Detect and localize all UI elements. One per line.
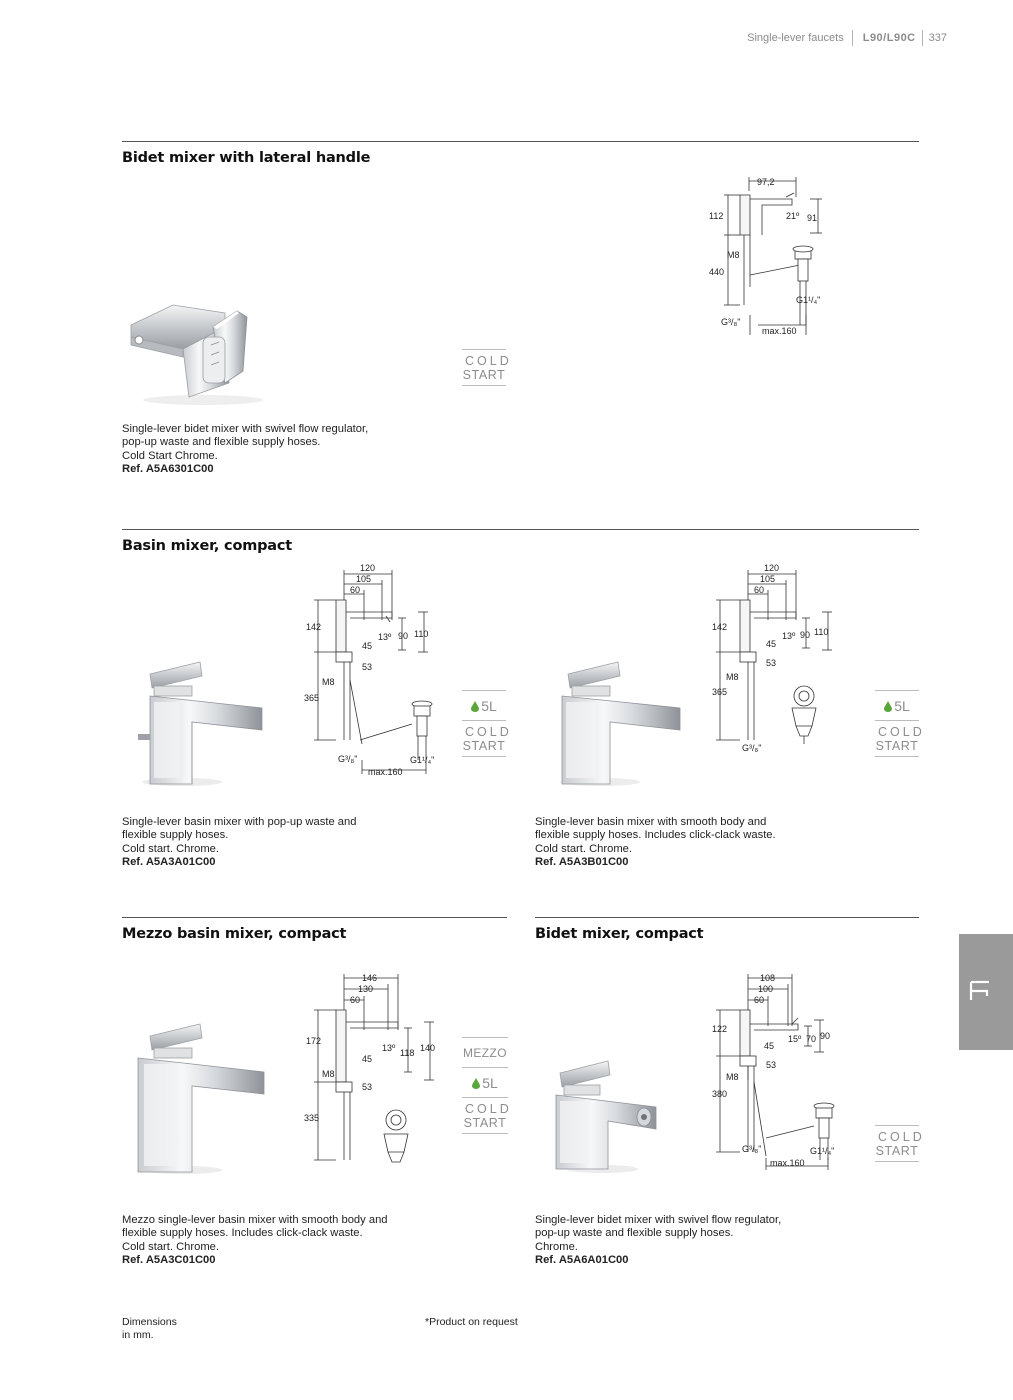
dim-label: 380	[712, 1089, 728, 1099]
dim-label: 97,2	[757, 177, 775, 187]
product-ref: Ref. A5A3A01C00	[122, 856, 216, 869]
badge-start: START	[875, 1144, 919, 1158]
dim-label: 90	[820, 1031, 831, 1041]
mezzo-flow-coldstart-badge	[462, 1037, 512, 1134]
dim-label: 13º	[782, 631, 796, 641]
dim-label: G³/₈"	[742, 743, 762, 753]
product-description	[122, 423, 422, 477]
dim-label: 365	[304, 693, 320, 703]
dim-label: max.160	[762, 326, 797, 336]
dim-label: 60	[754, 995, 765, 1005]
dim-label: 45	[362, 641, 373, 651]
cold-start-badge	[875, 1125, 925, 1162]
badge-cold: COLD	[465, 1102, 512, 1116]
dim-label: 15º	[788, 1034, 802, 1044]
desc-line: Cold start. Chrome.	[122, 1240, 219, 1253]
section-divider	[122, 529, 919, 530]
basin-smooth-drawing	[708, 560, 848, 760]
desc-line: Mezzo single-lever basin mixer with smooth body and	[122, 1214, 388, 1226]
faucet-icon	[959, 934, 1013, 1050]
dim-label: max.160	[368, 767, 403, 777]
badge-mezzo: MEZZO	[463, 1046, 507, 1060]
basin-compact-drawing	[300, 560, 450, 780]
desc-line: pop-up waste and flexible supply hoses.	[122, 436, 321, 449]
basin-smooth-photo	[548, 658, 683, 786]
section-title-basin-compact: Basin mixer, compact	[122, 538, 293, 554]
dim-label: 91	[807, 213, 818, 223]
dim-label: M8	[322, 677, 335, 687]
dim-label: 45	[764, 1041, 775, 1051]
badge-cold: COLD	[878, 1130, 925, 1144]
desc-line: Single-lever bidet mixer with swivel flow regulator,	[122, 423, 369, 435]
dim-label: M8	[727, 250, 740, 260]
badge-cold: COLD	[465, 725, 512, 739]
dim-label: max.160	[770, 1158, 805, 1168]
dim-label: M8	[322, 1069, 335, 1079]
product-ref: Ref. A5A3B01C00	[535, 856, 629, 869]
product-description	[122, 816, 422, 870]
bidet-lateral-photo	[125, 297, 275, 407]
desc-line: Single-lever basin mixer with pop-up waste and	[122, 816, 357, 828]
section-divider	[122, 917, 507, 918]
dim-label: G1¹/₄"	[810, 1146, 835, 1156]
desc-line: flexible supply hoses. Includes click-clack waste.	[122, 1227, 363, 1240]
dim-label: 142	[712, 622, 728, 632]
dim-label: 120	[360, 563, 376, 573]
desc-line: Chrome.	[535, 1240, 578, 1253]
water-drop-icon	[471, 701, 479, 712]
badge-start: START	[875, 739, 919, 753]
dim-label: M8	[726, 1072, 739, 1082]
desc-line: flexible supply hoses.	[122, 829, 229, 842]
badge-cold: COLD	[878, 725, 925, 739]
desc-line: Single-lever bidet mixer with swivel flow regulator,	[535, 1214, 782, 1226]
mezzo-basin-photo	[130, 1020, 270, 1175]
water-drop-icon	[472, 1078, 480, 1089]
desc-line: flexible supply hoses. Includes click-clack waste.	[535, 829, 776, 842]
dim-label: 110	[814, 627, 829, 637]
dim-label: 118	[400, 1048, 415, 1058]
dim-label: 120	[764, 563, 780, 573]
section-title-mezzo: Mezzo basin mixer, compact	[122, 926, 347, 942]
footer-request-note: *Product on request	[425, 1316, 518, 1328]
footer-dimensions-note	[122, 1316, 177, 1342]
dim-label: G³/₈"	[721, 317, 741, 327]
dim-label: 130	[358, 984, 374, 994]
product-description	[535, 816, 835, 870]
dim-label: 13º	[382, 1043, 396, 1053]
dim-label: 60	[754, 585, 765, 595]
flow-coldstart-badge	[462, 690, 512, 757]
dim-label: 90	[398, 631, 409, 641]
dim-label: G1¹/₄"	[410, 755, 435, 765]
badge-start: START	[462, 368, 506, 382]
dim-label: 105	[760, 574, 776, 584]
dim-label: 60	[350, 995, 361, 1005]
product-description	[535, 1214, 835, 1268]
footer-line: in mm.	[122, 1329, 154, 1341]
basin-compact-photo	[130, 658, 265, 786]
flow-coldstart-badge	[875, 690, 925, 757]
dim-label: 60	[350, 585, 361, 595]
dim-label: 53	[362, 1082, 373, 1092]
dim-label: 45	[766, 639, 777, 649]
desc-line: Cold start. Chrome.	[122, 842, 219, 855]
dim-label: 70	[806, 1034, 817, 1044]
flow-rate: 5L	[894, 698, 910, 714]
dim-label: 53	[766, 1060, 777, 1070]
header-category: Single-lever faucets	[747, 32, 844, 44]
section-divider	[535, 917, 919, 918]
bidet-compact-photo	[552, 1055, 670, 1173]
dim-label: 108	[760, 973, 776, 983]
product-ref: Ref. A5A3C01C00	[122, 1254, 216, 1267]
dim-label: 172	[306, 1036, 322, 1046]
section-title-bidet-lateral: Bidet mixer with lateral handle	[122, 150, 371, 166]
page-header	[747, 30, 947, 46]
bidet-compact-drawing	[708, 970, 848, 1175]
desc-line: Cold Start Chrome.	[122, 449, 218, 462]
page-number: 337	[928, 32, 947, 44]
dim-label: 335	[304, 1113, 320, 1123]
mezzo-drawing	[300, 970, 450, 1180]
dim-label: 45	[362, 1054, 373, 1064]
dim-label: 100	[758, 984, 774, 994]
dim-label: G1¹/₄"	[796, 295, 821, 305]
dim-label: 53	[362, 662, 373, 672]
desc-line: Single-lever basin mixer with smooth body and	[535, 816, 767, 828]
cold-start-badge	[462, 349, 512, 386]
product-description	[122, 1214, 442, 1268]
dim-label: G³/₈"	[742, 1144, 762, 1154]
section-title-bidet-compact: Bidet mixer, compact	[535, 926, 704, 942]
dim-label: 440	[709, 267, 725, 277]
product-ref: Ref. A5A6301C00	[122, 463, 214, 476]
dim-label: 53	[766, 658, 777, 668]
dim-label: 142	[306, 622, 322, 632]
desc-line: Cold start. Chrome.	[535, 842, 632, 855]
dim-label: 122	[712, 1024, 728, 1034]
dim-label: 110	[414, 629, 429, 639]
desc-line: pop-up waste and flexible supply hoses.	[535, 1227, 734, 1240]
bidet-lateral-drawing	[700, 175, 840, 345]
chapter-tab[interactable]	[959, 934, 1013, 1050]
flow-rate: 5L	[481, 698, 497, 714]
product-ref: Ref. A5A6A01C00	[535, 1254, 629, 1267]
flow-rate: 5L	[482, 1075, 498, 1091]
section-divider	[122, 141, 919, 142]
dim-label: 21º	[786, 211, 800, 221]
dim-label: 13º	[378, 632, 392, 642]
water-drop-icon	[884, 701, 892, 712]
header-series: L90/L90C	[862, 32, 916, 44]
dim-label: 112	[709, 211, 724, 221]
dim-label: 105	[356, 574, 372, 584]
dim-label: 90	[800, 630, 811, 640]
dim-label: M8	[726, 672, 739, 682]
badge-start: START	[463, 1116, 507, 1130]
dim-label: 146	[362, 973, 378, 983]
badge-start: START	[462, 739, 506, 753]
badge-cold: COLD	[465, 354, 512, 368]
dim-label: G³/₈"	[338, 754, 358, 764]
dim-label: 365	[712, 687, 728, 697]
footer-line: Dimensions	[122, 1316, 177, 1328]
dim-label: 140	[420, 1043, 436, 1053]
